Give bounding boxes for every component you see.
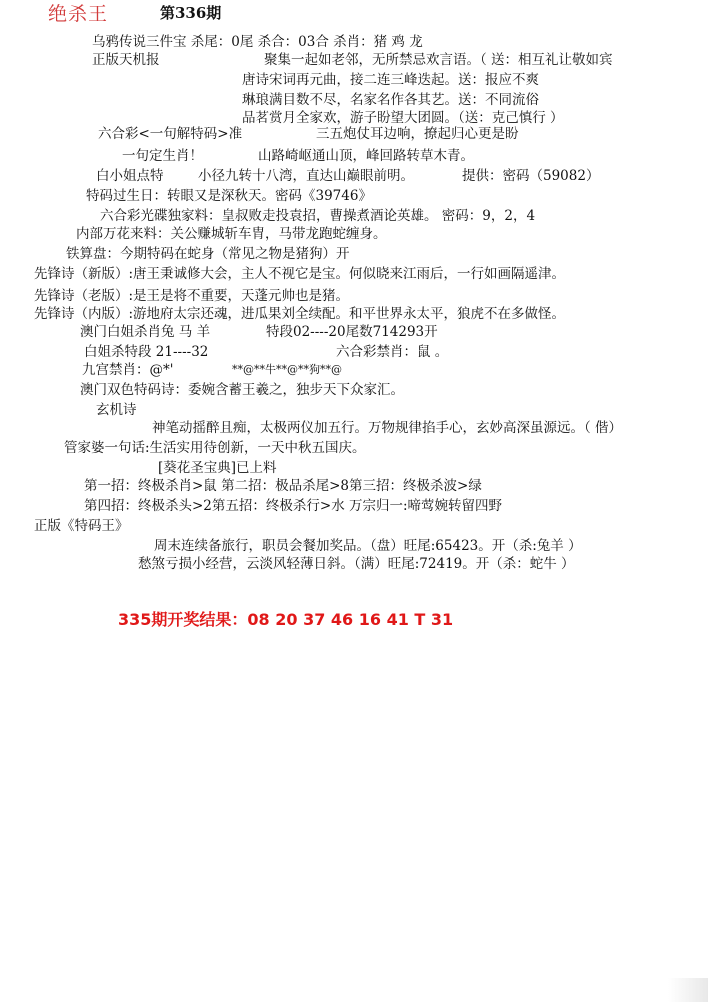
white-lady-line: 小径九转十八湾，直达山巅眼前明。 (198, 168, 414, 184)
abacus-line: 铁算盘：今期特码在蛇身（常见之物是猪狗）开 (66, 246, 350, 262)
tianji-line-4: 品茗赏月全家欢，游子盼望大团圆。（送：克己慎行 ） (242, 110, 564, 126)
banned-zodiac-line: 六合彩禁肖：鼠 。 (336, 344, 449, 360)
kill-segment-line: 白姐杀特段 21----32 (84, 344, 209, 360)
previous-draw-result: 335期开奖结果：08 20 37 46 16 41 T 31 (118, 610, 454, 629)
birthday-line: 特码过生日：转眼又是深秋天。密码《39746》 (86, 188, 372, 204)
zodiac-heading: 一句定生肖！ (122, 148, 203, 164)
pioneer-new-line: 先锋诗（新版）:唐王秉诚修大会，主人不视它是宝。何似晓来江雨后，一行如画隔遥津。 (34, 266, 566, 282)
tianji-heading: 正版天机报 (92, 52, 160, 68)
code-king-line-2: 愁煞亏损小经营，云淡风轻薄日斜。（满）旺尾:72419。开（杀：蛇牛 ） (138, 556, 575, 572)
macau-poem-line: 澳门双色特码诗：委婉含蓄王羲之，独步天下众家汇。 (80, 382, 404, 398)
white-lady-code: 提供：密码（59082） (462, 168, 600, 184)
pioneer-old-line: 先锋诗（老版）:是王是将不重要，天蓬元帅也是猪。 (34, 288, 350, 304)
one-phrase-line-2: 山路崎岖通山顶，峰回路转草木青。 (258, 148, 474, 164)
housekeeper-line: 管家婆一句话:生活实用待创新，一天中秋五国庆。 (64, 440, 366, 456)
pioneer-inner-line: 先锋诗（内版）:游地府太宗还魂，进瓜果刘全续配。和平世界永太平，狼虎不在多做怪。 (34, 306, 566, 322)
tianji-line-2: 唐诗宋词再元曲，接二连三峰迭起。送：报应不爽 (242, 72, 539, 88)
one-phrase-heading: 六合彩<一句解特码>准 (98, 126, 243, 142)
nine-palace-pattern: **@**牛**@**狗**@ (232, 363, 342, 376)
tianji-line-3: 琳琅满目数不尽，名家名作各其艺。送：不同流俗 (242, 92, 539, 108)
page-title: 绝杀王 (48, 3, 109, 25)
special-segment-line: 特段02----20尾数714293开 (266, 324, 438, 340)
macau-kill-line: 澳门白姐杀肖兔 马 羊 (80, 324, 211, 340)
one-phrase-line-1: 三五炮仗耳边响，撩起归心更是盼 (316, 126, 519, 142)
moves-line-2: 第四招：终极杀头>2第五招：终极杀行>水 万宗归一:啼莺婉转留四野 (84, 498, 503, 514)
code-king-heading: 正版《特码王》 (34, 518, 129, 534)
mystery-poem-heading: 玄机诗 (96, 402, 137, 418)
code-king-line-1: 周末连续备旅行，职员会餐加奖品。（盘）旺尾:65423。开（杀:兔羊 ） (154, 538, 582, 554)
inner-flower-line: 内部万花来料：关公赚城斩车胄，马带龙跑蛇缠身。 (76, 226, 387, 242)
disc-line: 六合彩光碟独家料：皇叔败走投袁招，曹操煮酒论英雄。 密码：9，2，4 (100, 208, 536, 224)
sunflower-heading: [葵花圣宝典]已上料 (158, 460, 277, 476)
mystery-poem-line: 神笔动摇醉且痴，太极两仪加五行。万物规律掐手心，玄妙高深虽源远。（ 偕） (152, 420, 623, 436)
tianji-line-1: 聚集一起如老邻，无所禁忌欢言语。（ 送：相互礼让敬如宾 (264, 52, 613, 68)
edge-shading (668, 978, 708, 1002)
crow-legend-line: 乌鸦传说三件宝 杀尾：0尾 杀合：03合 杀肖：猪 鸡 龙 (92, 34, 423, 50)
nine-palace-line: 九宫禁肖：@*' (82, 362, 174, 378)
white-lady-heading: 白小姐点特 (96, 168, 164, 184)
moves-line-1: 第一招：终极杀肖>鼠 第二招：极品杀尾>8第三招：终极杀波>绿 (84, 478, 482, 494)
issue-number: 第336期 (160, 4, 222, 22)
